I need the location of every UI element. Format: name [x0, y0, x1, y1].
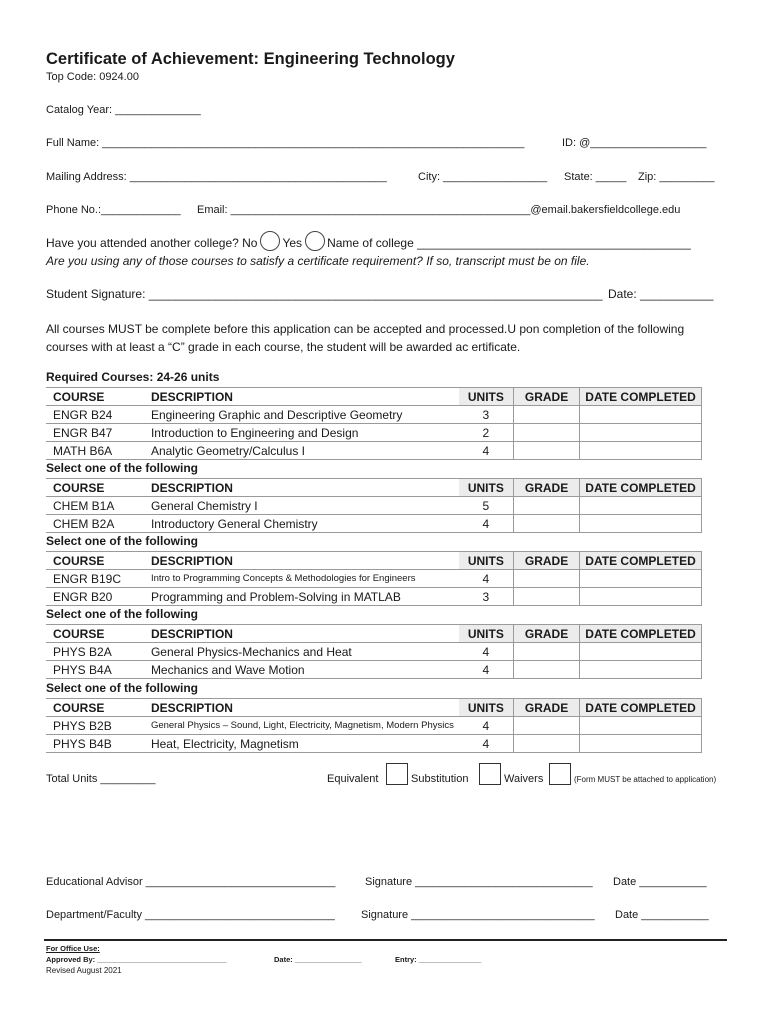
- course-col-header: COURSE: [46, 388, 145, 406]
- date-cell[interactable]: [580, 661, 702, 679]
- office-use-heading: For Office Use:: [46, 944, 100, 953]
- date-col-header: DATE COMPLETED: [580, 388, 702, 406]
- approved-by-field[interactable]: Approved By: _______________________________: [46, 955, 227, 964]
- grade-cell[interactable]: [514, 735, 580, 753]
- table-header: COURSE DESCRIPTION UNITS GRADE DATE COMPLETED: [46, 552, 702, 570]
- table-row: MATH B6A Analytic Geometry/Calculus I 4: [46, 442, 702, 460]
- id-field[interactable]: ID: @___________________: [562, 137, 707, 149]
- date-cell[interactable]: [580, 424, 702, 442]
- substitution-checkbox[interactable]: [479, 763, 501, 785]
- table-row: ENGR B19C Intro to Programming Concepts & Methodologies for Engineers 4: [46, 570, 702, 588]
- grade-cell[interactable]: [514, 661, 580, 679]
- grade-cell[interactable]: [514, 588, 580, 606]
- instructions-line-2: courses with at least a “C” grade in each course, the student will be awarded ac ertificate.: [46, 340, 521, 354]
- date-cell[interactable]: [580, 406, 702, 424]
- grade-cell[interactable]: [514, 570, 580, 588]
- full-name-field[interactable]: Full Name: _____________________________________________________________________: [46, 137, 525, 149]
- substitution-label: Substitution: [411, 773, 469, 785]
- date-cell[interactable]: [580, 497, 702, 515]
- table-row: CHEM B2A Introductory General Chemistry 4: [46, 515, 702, 533]
- date-cell[interactable]: [580, 442, 702, 460]
- waivers-checkbox[interactable]: [549, 763, 571, 785]
- grade-cell[interactable]: [514, 515, 580, 533]
- grade-cell[interactable]: [514, 424, 580, 442]
- instructions-line-1: All courses MUST be complete before this application can be accepted and processed.U pon completion of the following: [46, 322, 685, 336]
- office-divider: [44, 939, 727, 941]
- mailing-address-field[interactable]: Mailing Address: __________________________________________: [46, 171, 387, 183]
- date-cell[interactable]: [580, 735, 702, 753]
- grade-cell[interactable]: [514, 406, 580, 424]
- student-signature-field[interactable]: Student Signature: ____________________________________________________________________: [46, 287, 603, 301]
- phone-field[interactable]: Phone No.:_____________: [46, 204, 181, 216]
- table-header: [46, 388, 702, 406]
- grade-cell[interactable]: [514, 497, 580, 515]
- advisor-signature-field[interactable]: Signature _____________________________: [365, 876, 593, 888]
- catalog-year-field[interactable]: Catalog Year: ______________: [46, 104, 201, 116]
- course-table-programming: [46, 551, 702, 606]
- signature-date-field[interactable]: Date: ___________: [608, 287, 714, 301]
- zip-field[interactable]: Zip: _________: [638, 171, 715, 183]
- total-units-field[interactable]: Total Units _________: [46, 773, 156, 785]
- date-cell[interactable]: [580, 588, 702, 606]
- college-name-field[interactable]: Name of college _________________________________________: [327, 236, 691, 251]
- form-attached-note: (Form MUST be attached to application): [574, 775, 717, 784]
- table-row: PHYS B2A General Physics-Mechanics and Heat 4: [46, 643, 702, 661]
- grade-cell[interactable]: [514, 442, 580, 460]
- select-one-heading: Select one of the following: [46, 461, 199, 475]
- select-one-heading: Select one of the following: [46, 681, 199, 695]
- city-field[interactable]: City: _________________: [418, 171, 548, 183]
- form-title: Certificate of Achievement: Engineering Technology: [46, 50, 455, 68]
- department-field[interactable]: Department/Faculty _______________________________: [46, 909, 335, 921]
- course-table-required: [46, 387, 702, 460]
- table-header: COURSE DESCRIPTION UNITS GRADE DATE COMPLETED: [46, 699, 702, 717]
- grade-cell[interactable]: [514, 717, 580, 735]
- equivalent-checkbox[interactable]: [386, 763, 408, 785]
- description-col-header: DESCRIPTION: [145, 388, 459, 406]
- course-table-physics-b: [46, 698, 702, 753]
- yes-radio[interactable]: [305, 231, 325, 251]
- course-table-chemistry: [46, 478, 702, 533]
- transcript-note: Are you using any of those courses to satisfy a certificate requirement? If so, transcript must be on file.: [46, 254, 590, 268]
- table-header: COURSE DESCRIPTION UNITS GRADE DATE COMPLETED: [46, 625, 702, 643]
- date-cell[interactable]: [580, 717, 702, 735]
- yes-label: Yes: [282, 236, 303, 251]
- table-row: PHYS B4A Mechanics and Wave Motion 4: [46, 661, 702, 679]
- revised-date: Revised August 2021: [46, 966, 122, 975]
- date-cell[interactable]: [580, 515, 702, 533]
- equivalent-label: Equivalent: [327, 773, 379, 785]
- department-date-field[interactable]: Date ___________: [615, 909, 709, 921]
- office-entry-field[interactable]: Entry: _______________: [395, 955, 482, 964]
- email-field[interactable]: Email: _________________________________________________@email.bakersfieldcollege.edu: [197, 204, 681, 216]
- table-row: ENGR B47 Introduction to Engineering and Design 2: [46, 424, 702, 442]
- date-cell[interactable]: [580, 643, 702, 661]
- table-header: COURSE DESCRIPTION UNITS GRADE DATE COMPLETED: [46, 479, 702, 497]
- grade-cell[interactable]: [514, 643, 580, 661]
- table-row: PHYS B4B Heat, Electricity, Magnetism 4: [46, 735, 702, 753]
- advisor-field[interactable]: Educational Advisor _______________________________: [46, 876, 336, 888]
- top-code: Top Code: 0924.00: [46, 71, 139, 83]
- table-row: ENGR B24 Engineering Graphic and Descriptive Geometry 3: [46, 406, 702, 424]
- table-row: CHEM B1A General Chemistry I 5: [46, 497, 702, 515]
- select-one-heading: Select one of the following: [46, 534, 199, 548]
- department-signature-field[interactable]: Signature ______________________________: [361, 909, 595, 921]
- course-table-physics-a: [46, 624, 702, 679]
- required-courses-heading: Required Courses: 24-26 units: [46, 370, 220, 384]
- table-row: PHYS B2B General Physics – Sound, Light, Electricity, Magnetism, Modern Physics 4: [46, 717, 702, 735]
- select-one-heading: Select one of the following: [46, 607, 199, 621]
- state-field[interactable]: State: _____: [564, 171, 627, 183]
- table-row: ENGR B20 Programming and Problem-Solving in MATLAB 3: [46, 588, 702, 606]
- advisor-date-field[interactable]: Date ___________: [613, 876, 707, 888]
- no-radio[interactable]: [260, 231, 280, 251]
- units-col-header: UNITS: [459, 388, 514, 406]
- grade-col-header: GRADE: [514, 388, 580, 406]
- date-cell[interactable]: [580, 570, 702, 588]
- attended-college-question: [46, 234, 691, 254]
- office-date-field[interactable]: Date: ________________: [274, 955, 362, 964]
- attended-question-text: Have you attended another college? No: [46, 236, 258, 251]
- waivers-label: Waivers: [504, 773, 544, 785]
